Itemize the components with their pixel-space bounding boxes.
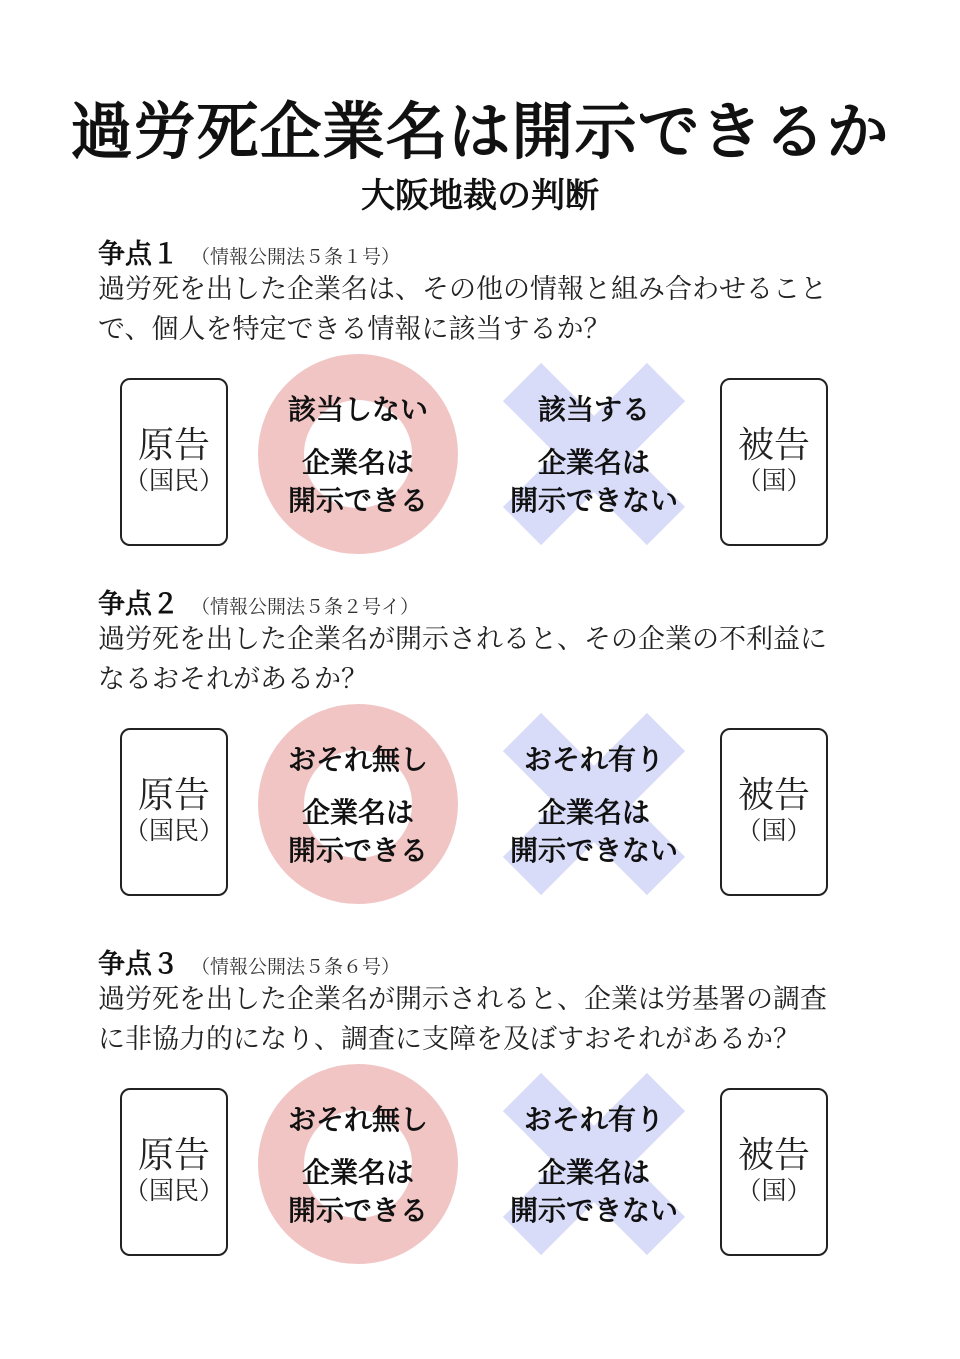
- defendant-sub: （国）: [736, 1176, 812, 1205]
- defendant-box: [720, 378, 828, 546]
- plaintiff-sub: （国民）: [123, 1176, 224, 1205]
- cross-verdict: 該当する: [537, 393, 650, 426]
- issue-header: [98, 232, 400, 271]
- circle-result-line: 企業名は: [301, 796, 414, 829]
- circle-result: [248, 1154, 468, 1230]
- circle-result: [248, 794, 468, 870]
- cross-result-line: 企業名は: [537, 446, 650, 479]
- issue-2: [0, 582, 960, 922]
- question-line: で、個人を特定できる情報に該当するか？: [98, 314, 611, 345]
- circle-verdict: 該当しない: [287, 393, 428, 426]
- cross-result-line: 開示できない: [509, 834, 678, 867]
- cross-result-line: 企業名は: [537, 796, 650, 829]
- cross-result: [484, 794, 704, 870]
- issue-header: [98, 582, 419, 621]
- plaintiff-name: 原告: [137, 1135, 210, 1176]
- cross-result: [484, 444, 704, 520]
- question-line: に非協力的になり、調査に支障を及ぼすおそれがあるか？: [98, 1024, 800, 1055]
- defendant-sub: （国）: [736, 466, 812, 495]
- circle-result-line: 企業名は: [301, 1156, 414, 1189]
- issue-label: 争点１: [98, 239, 179, 270]
- plaintiff-name: 原告: [137, 425, 210, 466]
- cross-result-line: 開示できない: [509, 484, 678, 517]
- defendant-name: 被告: [737, 425, 810, 466]
- question-line: 過労死を出した企業名が開示されると、企業は労基署の調査: [98, 984, 827, 1015]
- issue-label: 争点３: [98, 949, 179, 980]
- issue-law: （情報公開法５条２号イ）: [191, 596, 420, 618]
- defendant-box: [720, 1088, 828, 1256]
- cross-verdict: おそれ有り: [523, 1103, 664, 1136]
- plaintiff-box: [120, 378, 228, 546]
- circle-result-line: 開示できる: [287, 484, 428, 517]
- issue-law: （情報公開法５条６号）: [191, 956, 401, 978]
- issue-question: [98, 270, 878, 350]
- circle-result: [248, 444, 468, 520]
- defendant-box: [720, 728, 828, 896]
- plaintiff-box: [120, 728, 228, 896]
- issue-1: [0, 232, 960, 572]
- plaintiff-name: 原告: [137, 775, 210, 816]
- cross-verdict: おそれ有り: [523, 743, 664, 776]
- issue-question: [98, 620, 878, 700]
- cross-result-line: 開示できない: [509, 1194, 678, 1227]
- plaintiff-box: [120, 1088, 228, 1256]
- issue-header: [98, 942, 400, 981]
- plaintiff-sub: （国民）: [123, 816, 224, 845]
- cross-result: [484, 1154, 704, 1230]
- issue-question: [98, 980, 878, 1060]
- defendant-name: 被告: [737, 1135, 810, 1176]
- circle-verdict: おそれ無し: [287, 1103, 428, 1136]
- circle-result-line: 企業名は: [301, 446, 414, 479]
- defendant-sub: （国）: [736, 816, 812, 845]
- circle-result-line: 開示できる: [287, 1194, 428, 1227]
- question-line: 過労死を出した企業名は、その他の情報と組み合わせること: [98, 274, 827, 305]
- issue-3: [0, 942, 960, 1282]
- issue-law: （情報公開法５条１号）: [191, 246, 401, 268]
- page-subtitle: 大阪地裁の判断: [361, 176, 599, 216]
- circle-result-line: 開示できる: [287, 834, 428, 867]
- defendant-name: 被告: [737, 775, 810, 816]
- cross-result-line: 企業名は: [537, 1156, 650, 1189]
- circle-verdict: おそれ無し: [287, 743, 428, 776]
- issue-label: 争点２: [98, 589, 179, 620]
- plaintiff-sub: （国民）: [123, 466, 224, 495]
- page-title: 過労死企業名は開示できるか: [70, 95, 890, 168]
- question-line: 過労死を出した企業名が開示されると、その企業の不利益に: [98, 624, 827, 655]
- question-line: なるおそれがあるか？: [98, 664, 368, 695]
